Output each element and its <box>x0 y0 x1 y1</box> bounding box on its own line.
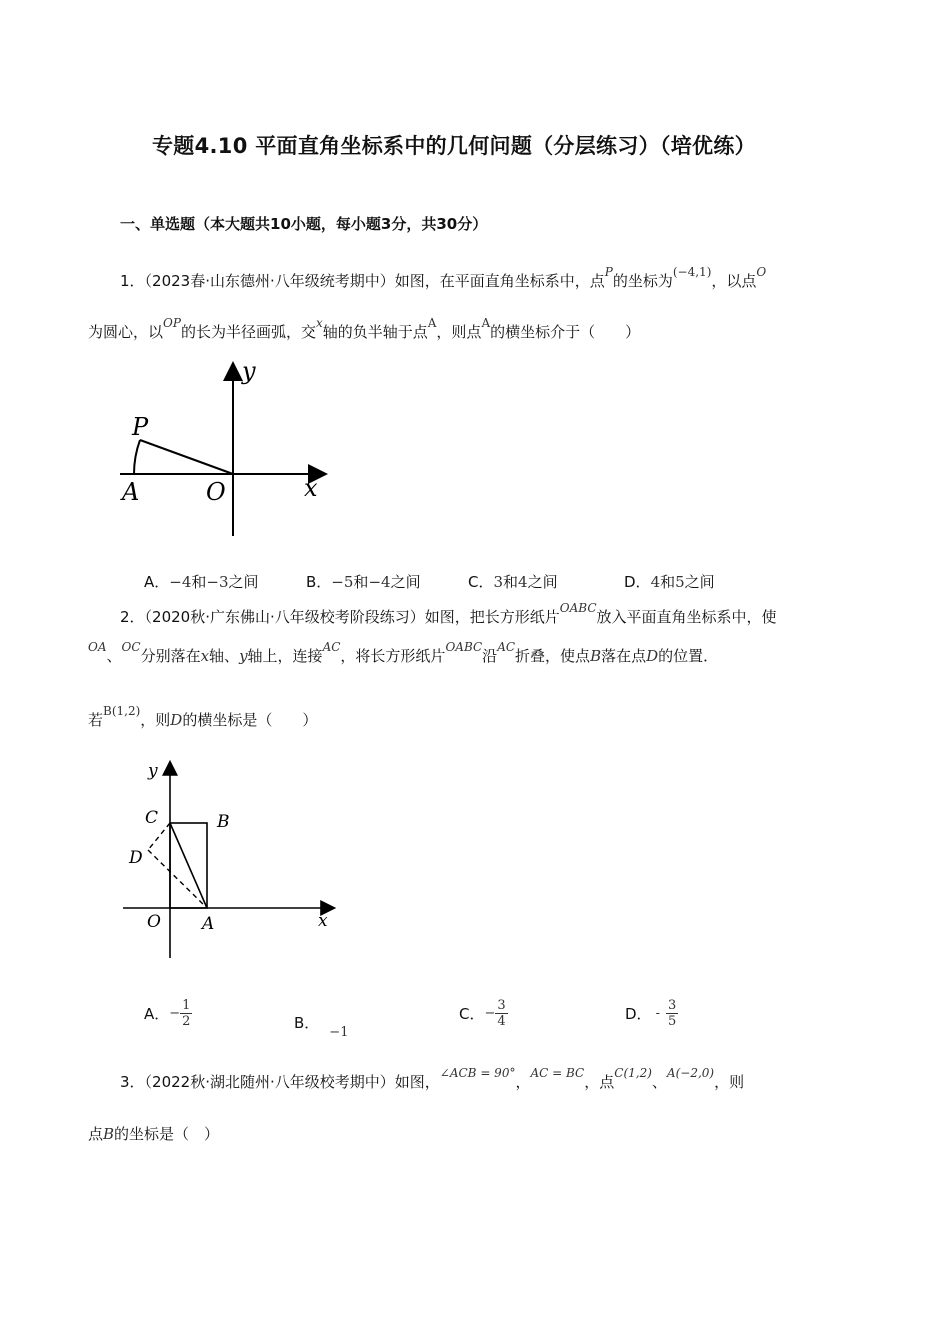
option-text: 之间 <box>390 573 421 591</box>
question-text: 的位置． <box>658 647 719 665</box>
fraction-denominator: 2 <box>182 1014 191 1029</box>
option-label: C． <box>468 573 494 591</box>
question-3-line-2 <box>88 1124 219 1144</box>
question-text: 、 <box>651 1073 667 1091</box>
option-label: D． <box>624 573 651 591</box>
question-text: ，则 <box>714 1073 745 1091</box>
question-text: 为圆心，以 <box>88 323 164 341</box>
question-text: 轴、 <box>209 647 240 665</box>
option-label: C． <box>459 1005 485 1023</box>
question-text: 如图， <box>394 1073 440 1091</box>
question-text: 点 <box>88 1125 104 1143</box>
question-text: 如图，把长方形纸片 <box>424 608 560 626</box>
question-3-line-1 <box>120 1066 745 1093</box>
option-sign: − <box>169 1006 181 1021</box>
math-x: x <box>200 647 210 665</box>
option-value: −5 <box>331 573 354 591</box>
segment-op <box>140 440 233 474</box>
question-text: 若 <box>88 711 104 729</box>
label-d: D <box>129 848 143 868</box>
label-b: B <box>217 812 230 832</box>
math-point-d: D <box>170 711 183 729</box>
arc-pa <box>134 440 140 474</box>
fold-da <box>148 850 207 908</box>
math-segment-ac: AC <box>497 640 516 654</box>
question-text: ， <box>515 1073 531 1091</box>
math-point-d: D <box>646 647 659 665</box>
option-value: 5 <box>675 573 685 591</box>
option-c[interactable] <box>468 571 558 592</box>
question-2-line-3 <box>88 704 318 731</box>
option-text: 和 <box>660 573 676 591</box>
option-a[interactable] <box>144 998 192 1029</box>
math-angle: ∠ACB = 90° <box>439 1066 516 1080</box>
option-value: −3 <box>206 573 229 591</box>
option-label: D． <box>625 1005 652 1023</box>
fraction-numerator: 1 <box>182 998 191 1013</box>
fraction-denominator: 5 <box>667 1014 677 1029</box>
math-rect-oabc: OABC <box>559 601 597 615</box>
option-label: B． <box>294 1014 320 1032</box>
math-segment-op: OP <box>163 316 181 330</box>
math-coordinate: B(1,2) <box>103 704 141 718</box>
option-sign: - <box>655 1006 660 1021</box>
question-text: 的坐标为 <box>612 272 673 290</box>
question-text: 放入平面直角坐标系中，使 <box>596 608 777 626</box>
fraction-numerator: 3 <box>497 998 506 1013</box>
question-1-line-2 <box>88 316 641 343</box>
option-value: 3 <box>493 573 504 591</box>
question-text: 分别落在 <box>140 647 201 665</box>
option-label: B． <box>306 573 332 591</box>
question-number: 3． <box>120 1073 145 1091</box>
question-text: 折叠，使点 <box>515 647 591 665</box>
label-o: O <box>206 478 226 506</box>
option-text: 和 <box>503 573 519 591</box>
option-value: −4 <box>169 573 192 591</box>
question-text: 的长为半径画弧，交 <box>180 323 316 341</box>
points-per-question: 3 <box>380 215 392 233</box>
page-title: 专题4.10 平面直角坐标系中的几何问题（分层练习）（培优练） <box>152 134 756 158</box>
math-segment-ac: AC <box>322 640 341 654</box>
question-text: 如图，在平面直角坐标系中，点 <box>394 272 605 290</box>
option-b[interactable] <box>294 1012 349 1040</box>
math-point-p: P <box>604 265 613 279</box>
math-point-b: B <box>103 1125 115 1143</box>
question-text: 沿 <box>482 647 498 665</box>
figure-2 <box>115 755 345 965</box>
option-value: −4 <box>368 573 391 591</box>
math-point-b: B <box>590 647 602 665</box>
math-point-a: A <box>481 316 491 330</box>
question-text: ，点 <box>584 1073 615 1091</box>
option-fraction <box>666 998 678 1029</box>
figure-1 <box>110 355 350 545</box>
question-1-line-1 <box>120 265 767 292</box>
section-heading-text: 一、单选题（本大题共 <box>120 215 271 233</box>
option-value: 4 <box>650 573 661 591</box>
question-text: 的横坐标介于（ ） <box>490 323 641 341</box>
question-2-line-2 <box>88 640 719 667</box>
section-heading-mid1: 小题，每小题 <box>290 215 381 233</box>
label-o: O <box>147 912 161 932</box>
math-equation: AC = BC <box>530 1066 585 1080</box>
question-text: 轴上，连接 <box>247 647 323 665</box>
question-source: （2023春·山东德州·八年级统考期中） <box>144 272 395 290</box>
section-heading-mid2: 分，共 <box>391 215 437 233</box>
option-b[interactable] <box>306 571 421 592</box>
question-text: ，则点 <box>436 323 482 341</box>
option-a[interactable] <box>144 571 259 592</box>
math-coordinate: A(−2,0) <box>666 1066 715 1080</box>
question-text: 的坐标是（ ） <box>114 1125 220 1143</box>
question-number: 1． <box>120 272 145 290</box>
math-point-a: A <box>427 316 437 330</box>
option-value: −1 <box>329 1025 349 1040</box>
math-y: y <box>239 647 248 665</box>
question-text: 落在点 <box>601 647 647 665</box>
option-d[interactable] <box>624 571 715 592</box>
math-rect-oabc: OABC <box>445 640 483 654</box>
option-text: 之间 <box>684 573 715 591</box>
question-text: ，将长方形纸片 <box>340 647 446 665</box>
question-text: 轴的负半轴于点 <box>322 323 428 341</box>
math-segment-oa: OA <box>88 640 107 654</box>
option-fraction <box>495 998 507 1029</box>
fraction-numerator: 3 <box>667 998 677 1013</box>
option-d[interactable] <box>625 998 678 1029</box>
question-text: 的横坐标是（ ） <box>182 711 318 729</box>
math-segment-oc: OC <box>121 640 141 654</box>
option-text: 之间 <box>527 573 558 591</box>
label-x: x <box>304 474 318 502</box>
question-text: 、 <box>106 647 122 665</box>
option-label: A． <box>144 1005 170 1023</box>
option-text: 之间 <box>228 573 259 591</box>
question-count: 10 <box>270 215 291 233</box>
question-text: ，以点 <box>711 272 757 290</box>
option-c[interactable] <box>459 998 508 1029</box>
label-y: y <box>242 357 256 385</box>
math-x: x <box>315 316 323 330</box>
question-number: 2． <box>120 608 145 626</box>
label-a: A <box>202 914 215 934</box>
total-points: 30 <box>436 215 458 233</box>
section-heading-end: 分） <box>457 215 488 233</box>
label-p: P <box>132 413 149 441</box>
option-text: 和 <box>353 573 369 591</box>
label-y: y <box>148 761 158 781</box>
math-coordinate: C(1,2) <box>614 1066 652 1080</box>
math-point-o: O <box>756 265 767 279</box>
option-fraction <box>180 998 192 1029</box>
label-c: C <box>145 808 159 828</box>
fraction-denominator: 4 <box>497 1014 506 1029</box>
section-heading <box>120 213 487 234</box>
option-label: A． <box>144 573 170 591</box>
question-text: ，则 <box>140 711 171 729</box>
label-x: x <box>318 911 328 931</box>
option-sign: − <box>484 1006 496 1021</box>
label-a: A <box>122 478 140 506</box>
math-coordinate: (−4,1) <box>672 265 712 279</box>
question-source: （2020秋·广东佛山·八年级校考阶段练习） <box>144 608 425 626</box>
question-source: （2022秋·湖北随州·八年级校考期中） <box>144 1073 395 1091</box>
option-value: 4 <box>518 573 528 591</box>
diagonal-ac <box>170 823 207 908</box>
option-text: 和 <box>191 573 207 591</box>
question-2-line-1 <box>120 601 777 628</box>
